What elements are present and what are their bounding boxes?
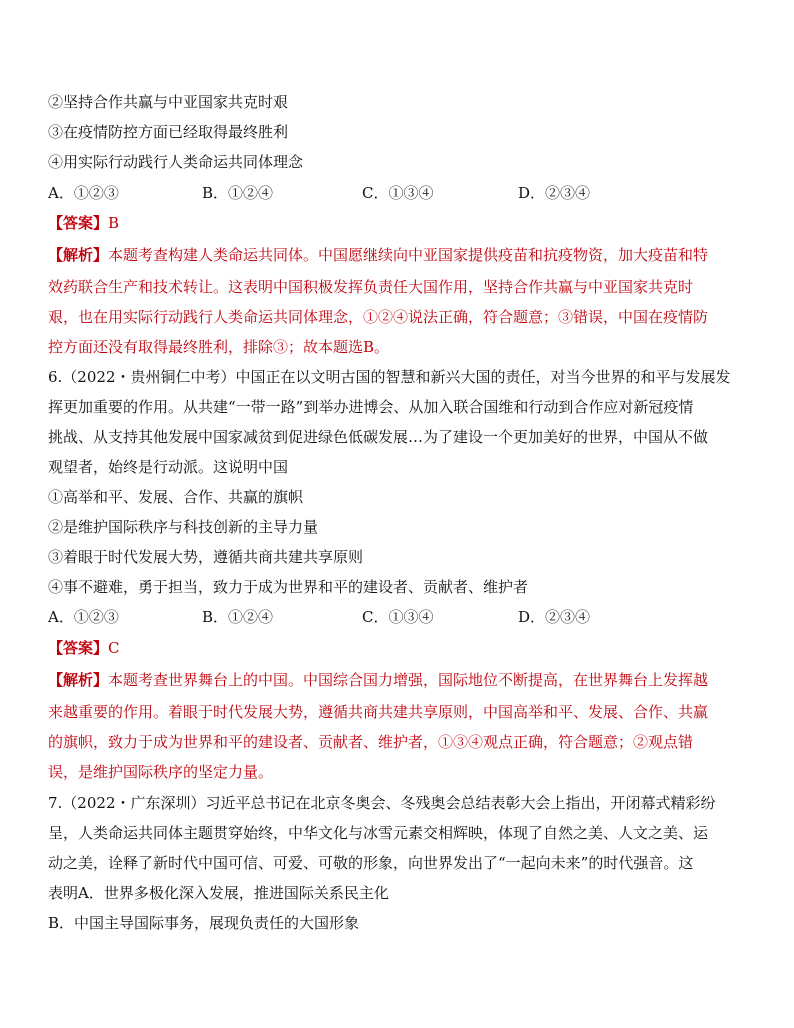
q5-answer-label: 【答案】 — [48, 214, 109, 232]
q6-statement-2: ②是维护国际秩序与科技创新的主导力量 — [48, 518, 319, 536]
q6-option-d: D．②③④ — [518, 608, 591, 626]
q6-analysis-line-1: 【解析】本题考查世界舞台上的中国。中国综合国力增强，国际地位不断提高，在世界舞台上发挥越 — [48, 671, 709, 689]
q5-option-a: A．①②③ — [48, 184, 119, 202]
q6-analysis-line-4: 误，是维护国际秩序的坚定力量。 — [48, 763, 274, 781]
q6-analysis-line-2: 来越重要的作用。着眼于时代发展大势，遵循共商共建共享原则，中国高举和平、发展、合作、共赢 — [48, 703, 709, 721]
q6-statement-3: ③着眼于时代发展大势，遵循共商共建共享原则 — [48, 548, 364, 566]
q5-analysis-line-4: 控方面还没有取得最终胜利，排除③；故本题选B。 — [48, 338, 390, 356]
q6-stem-line-4: 观望者，始终是行动派。这说明中国 — [48, 458, 289, 476]
q6-stem-line-2: 挥更加重要的作用。从共建“一带一路”到举办进博会、从加入联合国维和行动到合作应对新冠疫情 — [48, 398, 694, 416]
q6-option-b: B．①②④ — [202, 608, 274, 626]
q6-stem-line-1: 6.（2022・贵州铜仁中考）中国正在以文明古国的智慧和新兴大国的责任，对当今世界的和平与发展发 — [48, 368, 731, 386]
q7-stem-line-3: 动之美，诠释了新时代中国可信、可爱、可敬的形象，向世界发出了“一起向未来”的时代强音。这 — [48, 854, 694, 872]
q5-statement-3: ③在疫情防控方面已经取得最终胜利 — [48, 123, 289, 141]
q5-analysis-line-3: 艰，也在用实际行动践行人类命运共同体理念，①②④说法正确，符合题意；③错误，中国在疫情防 — [48, 308, 709, 326]
q5-option-b: B．①②④ — [202, 184, 274, 202]
q6-option-a: A．①②③ — [48, 608, 119, 626]
q7-stem-line-1: 7.（2022・广东深圳）习近平总书记在北京冬奥会、冬残奥会总结表彰大会上指出，开闭幕式精彩纷 — [48, 794, 716, 812]
q6-option-c: C．①③④ — [362, 608, 434, 626]
q5-analysis-label: 【解析】 — [48, 246, 109, 264]
q6-answer — [48, 638, 120, 658]
q6-stem-line-3: 挑战、从支持其他发展中国家减贫到促进绿色低碳发展…为了建设一个更加美好的世界，中国从不做 — [48, 428, 709, 446]
q7-stem-line-4: 表明A．世界多极化深入发展，推进国际关系民主化 — [48, 884, 389, 902]
q6-answer-value: C — [108, 639, 120, 657]
q7-option-b: B．中国主导国际事务，展现负责任的大国形象 — [48, 914, 360, 932]
q6-statement-1: ①高举和平、发展、合作、共赢的旗帜 — [48, 488, 304, 506]
q6-analysis-line-3: 的旗帜，致力于成为世界和平的建设者、贡献者、维护者，①③④观点正确，符合题意；②观点错 — [48, 733, 694, 751]
q7-stem-line-2: 呈，人类命运共同体主题贯穿始终，中华文化与冰雪元素交相辉映，体现了自然之美、人文之美、运 — [48, 824, 709, 842]
q5-analysis-line-2: 效药联合生产和技术转让。这表明中国积极发挥负责任大国作用，坚持合作共赢与中亚国家共克时 — [48, 278, 694, 296]
q5-statement-4: ④用实际行动践行人类命运共同体理念 — [48, 153, 304, 171]
q6-answer-label: 【答案】 — [48, 639, 109, 657]
q5-analysis-line-1: 【解析】本题考查构建人类命运共同体。中国愿继续向中亚国家提供疫苗和抗疫物资，加大疫苗和特 — [48, 246, 709, 264]
q6-analysis-label: 【解析】 — [48, 671, 109, 689]
q5-option-d: D．②③④ — [518, 184, 591, 202]
q6-statement-4: ④事不避难，勇于担当，致力于成为世界和平的建设者、贡献者、维护者 — [48, 578, 529, 596]
q5-answer — [48, 213, 119, 233]
q5-option-c: C．①③④ — [362, 184, 434, 202]
q5-statement-2: ②坚持合作共赢与中亚国家共克时艰 — [48, 93, 289, 111]
q5-answer-value: B — [108, 214, 120, 232]
